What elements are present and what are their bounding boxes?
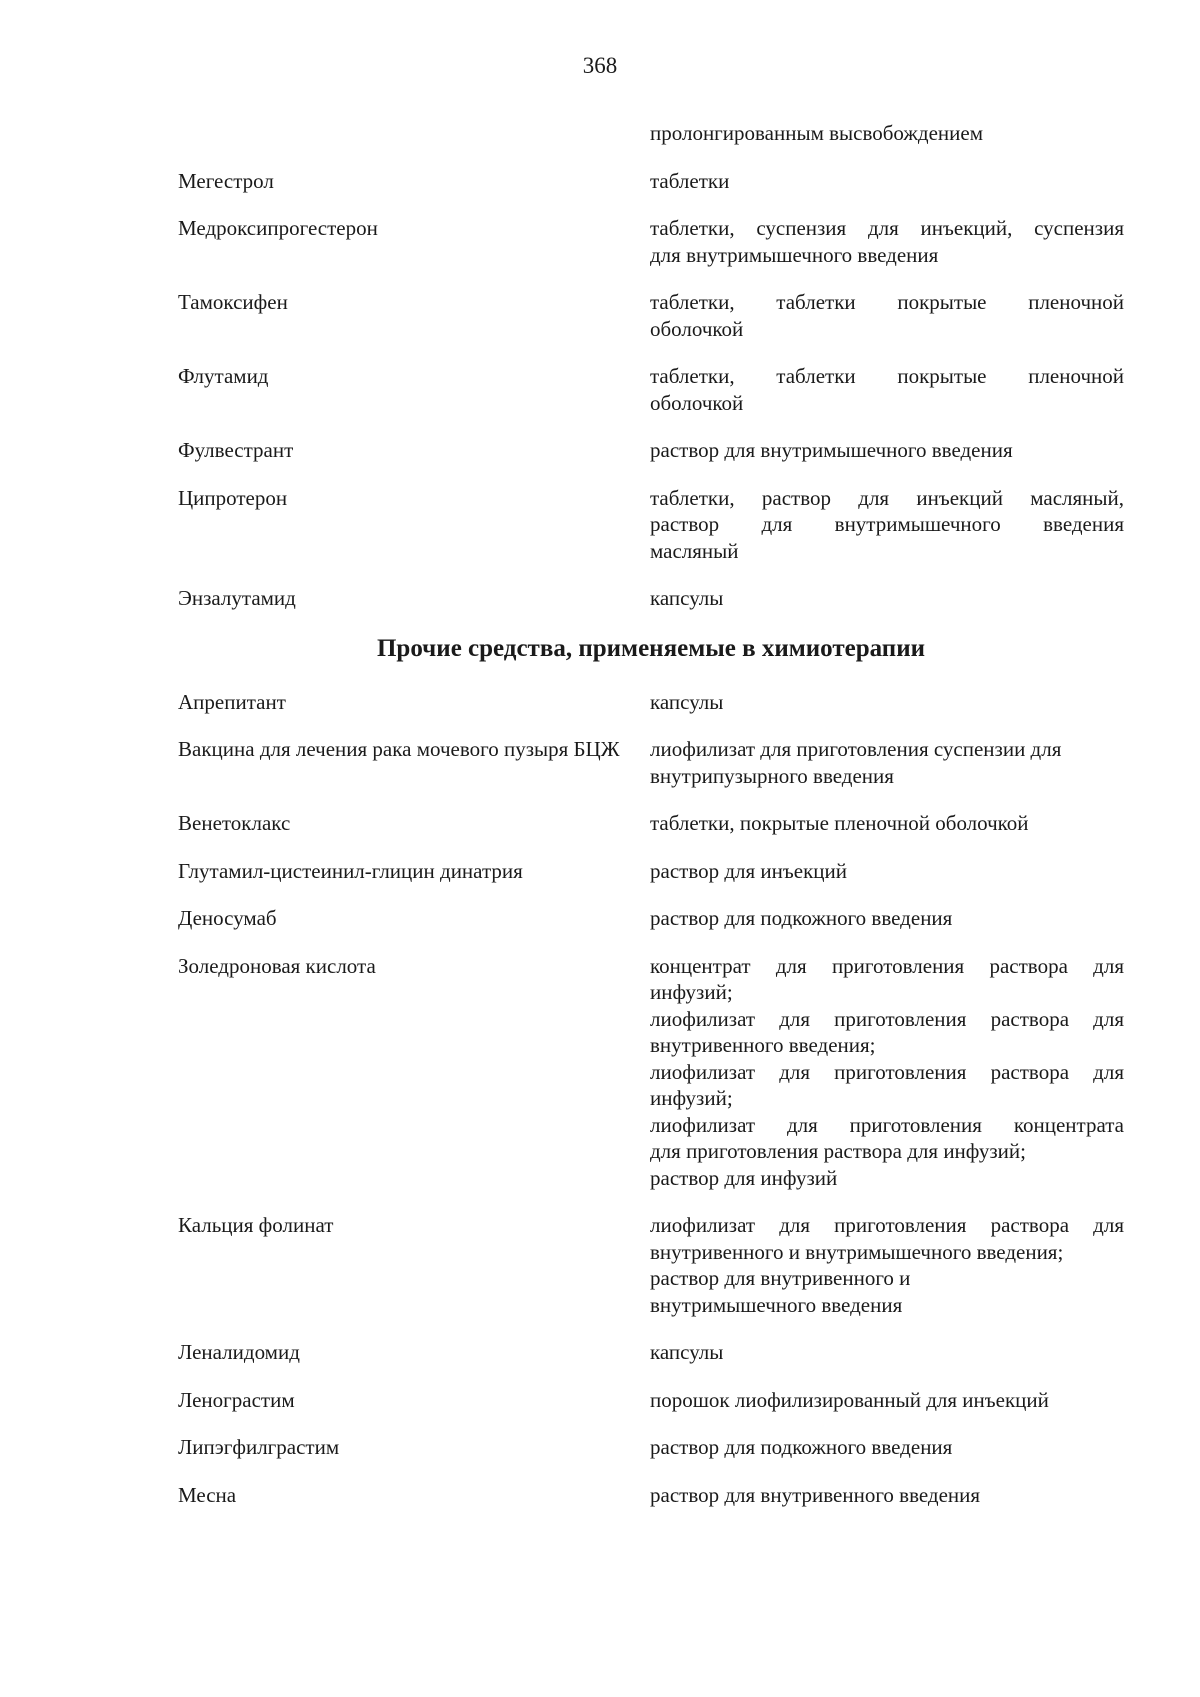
dosage-form — [650, 289, 1124, 342]
drug-name: Леналидомид — [178, 1340, 300, 1364]
drug-name: Мегестрол — [178, 168, 274, 193]
drug-name: Энзалутамид — [178, 586, 296, 610]
section-heading: Прочие средства, применяемые в химиотерапии — [376, 634, 926, 662]
rows-before — [178, 120, 1124, 612]
dosage-form-line: раствор для внутривенного и — [650, 1266, 911, 1290]
table-row — [178, 437, 1124, 464]
table-row — [178, 215, 1124, 268]
dosage-form-line: оболочкой — [650, 316, 744, 341]
table-row — [178, 736, 1124, 789]
drug-name: Липэгфилграстим — [178, 1435, 340, 1459]
dosage-form-line: раствор для внутримышечного введения — [650, 512, 1124, 536]
dosage-form-line: лиофилизат для приготовления раствора для — [650, 1059, 1124, 1084]
table-row — [178, 585, 1124, 612]
drug-name: Глутамил-цистеинил-глицин динатрия — [178, 858, 523, 883]
drug-name: Вакцина для лечения рака мочевого пузыря БЦЖ — [178, 737, 620, 761]
dosage-form-line: пролонгированным высвобождением — [650, 121, 983, 145]
table-row — [178, 485, 1124, 565]
dosage-form-line: лиофилизат для приготовления концентрата — [650, 1112, 1124, 1137]
dosage-form-line: для внутримышечного введения — [650, 242, 939, 267]
dosage-form-line: раствор для инъекций — [650, 858, 847, 883]
table-row — [178, 1434, 1124, 1461]
dosage-form — [650, 363, 1124, 416]
dosage-form-line: лиофилизат для приготовления суспензии для — [650, 737, 1062, 761]
dosage-form-line: раствор для внутривенного введения — [650, 1482, 981, 1507]
table-row — [178, 289, 1124, 342]
drug-name: Тамоксифен — [178, 290, 288, 314]
drug-name: Медроксипрогестерон — [178, 216, 378, 240]
drug-name: Флутамид — [178, 364, 269, 388]
table-row — [178, 1387, 1124, 1414]
dosage-form — [650, 810, 1124, 837]
dosage-form-line: раствор для инфузий — [650, 1165, 838, 1190]
dosage-form — [650, 1339, 1124, 1366]
dosage-form — [650, 585, 1124, 612]
table-row — [178, 953, 1124, 1192]
dosage-form-line: концентрат для приготовления раствора для — [650, 953, 1124, 978]
dosage-form — [650, 437, 1124, 464]
dosage-form-line: инфузий; — [650, 980, 733, 1004]
table-row — [178, 1482, 1124, 1509]
dosage-form-line: капсулы — [650, 586, 724, 610]
dosage-form-line: для приготовления раствора для инфузий; — [650, 1139, 1026, 1163]
dosage-form-line: капсулы — [650, 689, 724, 714]
dosage-form-line: внутримышечного введения — [650, 1292, 903, 1317]
drug-name: Месна — [178, 1482, 237, 1507]
drug-name: Фулвестрант — [178, 438, 294, 462]
dosage-form — [650, 905, 1124, 932]
dosage-form-line: лиофилизат для приготовления раствора для — [650, 1213, 1124, 1237]
table-row — [178, 120, 1124, 147]
dosage-form-line: внутривенного и внутримышечного введения; — [650, 1239, 1064, 1264]
dosage-form — [650, 689, 1124, 716]
dosage-form-line: таблетки — [650, 168, 730, 193]
dosage-form — [650, 485, 1124, 565]
dosage-form — [650, 1212, 1124, 1318]
table-row — [178, 689, 1124, 716]
dosage-form — [650, 1482, 1124, 1509]
dosage-form-line: оболочкой — [650, 390, 744, 415]
dosage-form-line: таблетки, покрытые пленочной оболочкой — [650, 811, 1029, 835]
drug-name: Золедроновая кислота — [178, 953, 376, 978]
drug-name: Ципротерон — [178, 485, 288, 510]
dosage-form — [650, 953, 1124, 1192]
dosage-form — [650, 858, 1124, 885]
table-row — [178, 810, 1124, 837]
table-row — [178, 905, 1124, 932]
drug-name — [178, 120, 650, 147]
dosage-form-line: раствор для подкожного введения — [650, 1435, 953, 1459]
dosage-form — [650, 168, 1124, 195]
table-row — [178, 858, 1124, 885]
page-number: 368 — [582, 53, 618, 78]
rows-after — [178, 689, 1124, 1509]
dosage-form-line: инфузий; — [650, 1086, 733, 1110]
drug-name: Кальция фолинат — [178, 1213, 334, 1237]
dosage-form-line: внутрипузырного введения — [650, 763, 894, 788]
dosage-form-line: таблетки, раствор для инъекций масляный, — [650, 485, 1124, 510]
drug-name: Деносумаб — [178, 906, 277, 930]
drug-name: Апрепитант — [178, 689, 286, 714]
dosage-form — [650, 1434, 1124, 1461]
dosage-form-line: масляный — [650, 538, 739, 563]
dosage-form-line: таблетки, таблетки покрытые пленочной — [650, 290, 1124, 314]
drug-name: Венетоклакс — [178, 811, 291, 835]
table-row — [178, 363, 1124, 416]
drug-name: Ленограстим — [178, 1387, 295, 1412]
table-row — [178, 1339, 1124, 1366]
dosage-form-line: раствор для внутримышечного введения — [650, 438, 1013, 462]
dosage-form-line: таблетки, суспензия для инъекций, суспензия — [650, 216, 1124, 240]
dosage-form — [650, 120, 1124, 147]
table-row — [178, 1212, 1124, 1318]
dosage-form-line: порошок лиофилизированный для инъекций — [650, 1387, 1049, 1412]
table-row — [178, 168, 1124, 195]
dosage-form-line: таблетки, таблетки покрытые пленочной — [650, 364, 1124, 388]
dosage-form — [650, 1387, 1124, 1414]
dosage-form — [650, 736, 1124, 789]
dosage-form-line: внутривенного введения; — [650, 1033, 876, 1057]
dosage-form-line: капсулы — [650, 1340, 724, 1364]
dosage-form — [650, 215, 1124, 268]
dosage-form-line: лиофилизат для приготовления раствора для — [650, 1006, 1124, 1031]
dosage-form-line: раствор для подкожного введения — [650, 906, 953, 930]
drug-table — [178, 120, 1124, 1529]
